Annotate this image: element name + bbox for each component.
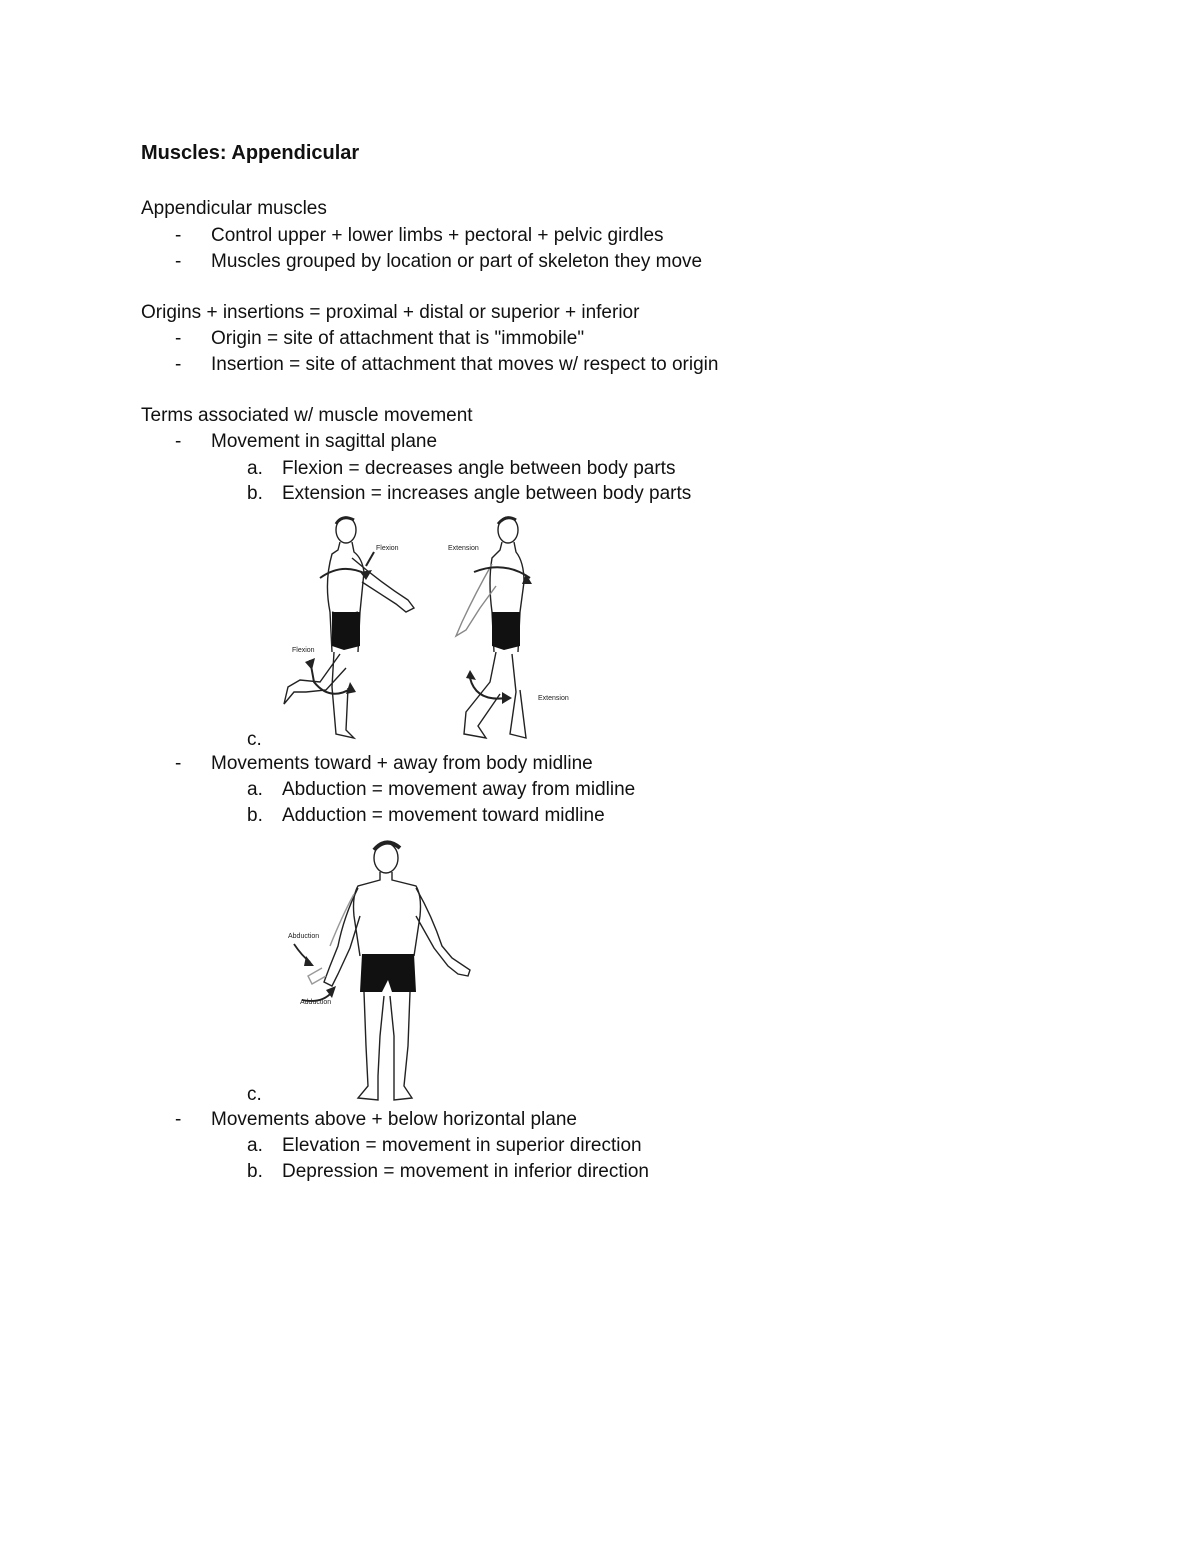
list-item: Flexion = decreases angle between body parts xyxy=(282,458,676,479)
list-item: Abduction = movement away from midline xyxy=(282,779,636,800)
list-marker: c. xyxy=(247,1084,262,1105)
bullet-text: Origin = site of attachment that is "immobile" xyxy=(211,328,585,349)
figure-label: Extension xyxy=(448,545,479,552)
bullet-dash: - xyxy=(175,251,182,272)
list-marker: a. xyxy=(247,1135,263,1156)
list-item: Elevation = movement in superior direction xyxy=(282,1135,642,1156)
flexion-extension-figure xyxy=(280,512,580,744)
bullet-text: Insertion = site of attachment that moves w/ respect to origin xyxy=(211,354,719,375)
section-heading: Origins + insertions = proximal + distal or superior + inferior xyxy=(141,302,640,323)
figure-label: Abduction xyxy=(288,933,320,940)
bullet-text: Movement in sagittal plane xyxy=(211,431,438,452)
figure-label: Flexion xyxy=(292,647,315,654)
figure-label: Extension xyxy=(538,695,569,702)
list-marker: b. xyxy=(247,805,263,826)
bullet-dash: - xyxy=(175,1109,182,1130)
section-heading: Appendicular muscles xyxy=(141,198,327,219)
bullet-dash: - xyxy=(175,431,182,452)
bullet-dash: - xyxy=(175,753,182,774)
list-marker: b. xyxy=(247,483,263,504)
list-item: Depression = movement in inferior direction xyxy=(282,1161,649,1182)
list-marker: a. xyxy=(247,779,263,800)
list-item: Adduction = movement toward midline xyxy=(282,805,605,826)
bullet-dash: - xyxy=(175,225,182,246)
list-item: Extension = increases angle between body parts xyxy=(282,483,692,504)
list-marker: b. xyxy=(247,1161,263,1182)
bullet-dash: - xyxy=(175,354,182,375)
bullet-text: Control upper + lower limbs + pectoral + pelvic girdles xyxy=(211,225,664,246)
bullet-dash: - xyxy=(175,328,182,349)
list-marker: c. xyxy=(247,729,262,750)
page-title: Muscles: Appendicular xyxy=(141,142,360,164)
figure-label: Flexion xyxy=(376,545,399,552)
bullet-text: Movements toward + away from body midline xyxy=(211,753,593,774)
bullet-text: Movements above + below horizontal plane xyxy=(211,1109,577,1130)
section-heading: Terms associated w/ muscle movement xyxy=(141,405,473,426)
figure-label: Adduction xyxy=(300,999,332,1006)
abduction-adduction-figure xyxy=(282,836,482,1104)
list-marker: a. xyxy=(247,458,263,479)
bullet-text: Muscles grouped by location or part of skeleton they move xyxy=(211,251,703,272)
